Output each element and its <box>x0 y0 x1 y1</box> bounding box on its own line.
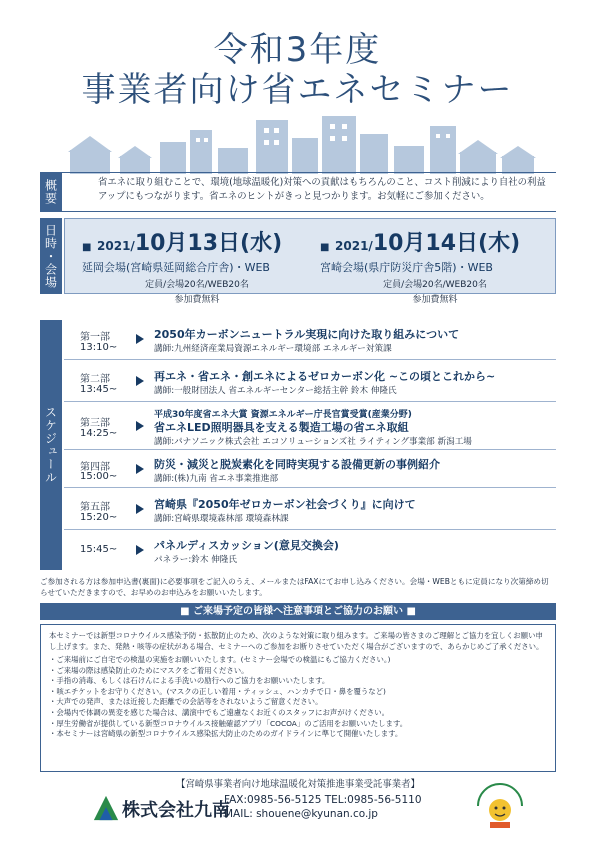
list-item: ・ご来場前にご自宅での検温の実施をお願いいたします。(セミナー会場での検温にもご協力ください。) <box>49 655 391 664</box>
schedule-item <box>64 404 556 450</box>
contact-phone: FAX:0985-56-5125 TEL:0985-56-5110 <box>224 794 422 806</box>
list-item: ・本セミナーは宮崎県の新型コロナウイルス感染拡大防止のためのガイドラインに準じて開催いたします。 <box>49 729 403 739</box>
company-name: 株式会社九南 <box>122 800 230 821</box>
schedule-title: 再エネ・省エネ・創エネによるゼロカーボン化 ~この頃とこれから~ <box>154 370 496 383</box>
page-title-main: 事業者向け省エネセミナー <box>81 70 514 110</box>
session-miyazaki <box>320 226 550 305</box>
schedule-part: 第四部 <box>80 462 110 473</box>
session-capacity: 定員/会場20名/WEB20名 <box>383 280 487 290</box>
list-item: ・ご来場の際は感染防止のためにマスクをご着用ください。 <box>49 665 249 675</box>
schedule-title: パネルディスカッション(意見交換会) <box>154 539 339 552</box>
arrow-right-icon <box>136 376 144 386</box>
schedule-item <box>64 362 556 402</box>
notice-section <box>40 624 556 772</box>
contact-email[interactable]: MAIL: shouene@kyunan.co.jp <box>224 808 378 820</box>
schedule-title: 2050年カーボンニュートラル実現に向けた取り組みについて <box>154 328 460 341</box>
dates-label: 日時・会場 <box>40 218 62 294</box>
session-fee: 参加費無料 <box>174 295 220 305</box>
schedule-award: 平成30年度省エネ大賞 資源エネルギー庁長官賞受賞(産業分野) <box>154 410 412 420</box>
session-day: 10月13日(水) <box>134 231 283 256</box>
schedule-time: 13:10~ <box>80 342 118 353</box>
schedule-title: 省エネLED照明器具を支える製造工場の省エネ取組 <box>154 421 409 434</box>
schedule-item <box>64 320 556 360</box>
session-osaka-nobeoka <box>82 226 312 305</box>
arrow-right-icon <box>136 421 144 431</box>
schedule-time: 15:20~ <box>80 512 118 523</box>
session-venue: 宮崎会場(県庁防災庁舎5階)・WEB <box>320 261 493 274</box>
schedule-part: 第五部 <box>80 502 110 513</box>
overview-label: 概要 <box>40 172 62 212</box>
schedule-title: 宮崎県『2050年ゼロカーボン社会づくり』に向けて <box>154 498 416 511</box>
schedule-part: 第二部 <box>80 374 110 385</box>
schedule-speaker: 講師:一般財団法人 省エネルギーセンター総括主幹 鈴木 伸隆氏 <box>154 386 397 396</box>
session-capacity: 定員/会場20名/WEB20名 <box>145 280 249 290</box>
session-date <box>320 226 550 257</box>
schedule-speaker: 講師:(株)九南 省エネ事業推進部 <box>154 474 279 484</box>
session-venue: 延岡会場(宮崎県延岡総合庁舎)・WEB <box>82 261 270 274</box>
schedule-part: 第三部 <box>80 418 110 429</box>
list-item: ・大声での発声、または近接した距離での会話等をされないようご留意ください。 <box>49 697 323 707</box>
session-year: 2021/ <box>97 239 135 253</box>
list-item: ・会場内で体調の異変を感じた場合は、講演中でもご遠慮なくお近くのスタッフにお声がけください。 <box>49 707 389 717</box>
schedule-time: 14:25~ <box>80 428 118 439</box>
session-date <box>82 226 312 257</box>
bullet-icon: ■ <box>320 242 330 253</box>
schedule-item <box>64 532 556 570</box>
schedule-part: 第一部 <box>80 332 110 343</box>
schedule-speaker: 講師:パナソニック株式会社 エコソリューションズ社 ライティング事業部 新潟工場 <box>154 437 472 447</box>
schedule-time: 15:45~ <box>80 544 118 555</box>
notice-banner: ■ ご来場予定の皆様へ注意事項とご協力のお願い ■ <box>40 603 556 620</box>
schedule-speaker: パネラー:鈴木 伸隆氏 <box>154 555 237 565</box>
page-title-year: 令和3年度 <box>213 30 382 70</box>
schedule-title: 防災・減災と脱炭素化を同時実現する設備更新の事例紹介 <box>154 458 440 471</box>
schedule-speaker: 講師:宮崎県環境森林部 環境森林課 <box>154 514 289 524</box>
schedule-time: 13:45~ <box>80 384 118 395</box>
list-item: ・咳エチケットをお守りください。(マスクの正しい着用・ティッシュ、ハンカチで口・鼻を覆うなど) <box>49 686 386 696</box>
schedule-label: スケジュール <box>40 320 62 570</box>
bullet-icon: ■ <box>82 242 92 253</box>
schedule-time: 15:00~ <box>80 471 118 482</box>
mascot-illustration <box>470 776 530 836</box>
company-logo-icon <box>92 794 120 822</box>
notice-list <box>49 655 547 740</box>
arrow-right-icon <box>136 334 144 344</box>
organizer-note: 【宮崎県事業者向け地球温暖化対策推進事業受託事業者】 <box>176 779 420 790</box>
application-note: ご参加される方は参加申込書(裏面)に必要事項をご記入のうえ、メールまたはFAXにてお申し込みください。会場・WEBともに定員になり次第締め切らせていただきますので、お早めのお申込みをお願いいたします。 <box>40 577 549 597</box>
schedule-item <box>64 490 556 530</box>
schedule-speaker: 講師:九州経済産業局資源エネルギー環境部 エネルギー対策課 <box>154 344 392 354</box>
schedule-item <box>64 452 556 488</box>
notice-intro: 本セミナーでは新型コロナウイルス感染予防・拡散防止のため、次のような対策に取り組みます。ご来場の皆さまのご理解とご協力を宜しくお願い申し上げます。また、発熱・咳等の症状がある場合、セミナーへのご参加をお断りさせていただく場合がございますので、あらかじめご了承ください。 <box>49 631 544 651</box>
session-day: 10月14日(木) <box>372 231 521 256</box>
session-fee: 参加費無料 <box>412 295 458 305</box>
arrow-right-icon <box>136 545 144 555</box>
arrow-right-icon <box>136 464 144 474</box>
session-year: 2021/ <box>335 239 373 253</box>
cityscape-illustration <box>60 112 540 174</box>
list-item: ・厚生労働省が提供している新型コロナウイルス接触確認アプリ「COCOA」のご活用をお願いいたします。 <box>49 718 408 728</box>
overview-text: 省エネに取り組むことで、環境(地球温暖化)対策への貢献はもちろんのこと、コスト削減により自社の利益アップにもつながります。省エネのヒントがきっと見つかります。お気軽にご参加ください。 <box>98 177 546 202</box>
arrow-right-icon <box>136 504 144 514</box>
list-item: ・手指の消毒、もしくは石けんによる手洗いの励行へのご協力をお願いいたします。 <box>49 676 330 686</box>
